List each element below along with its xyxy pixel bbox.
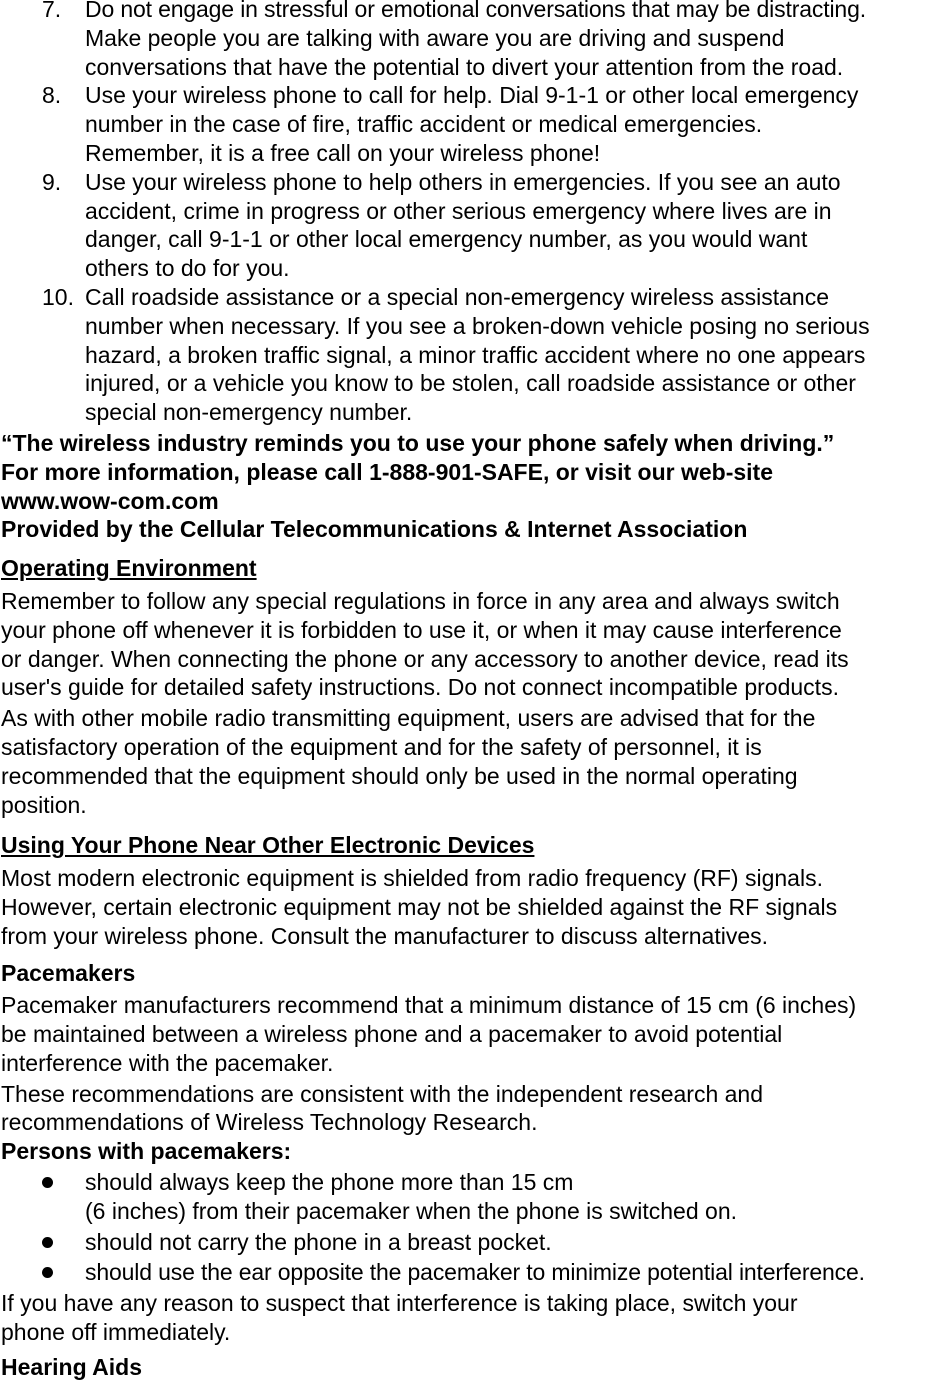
list-line: Do not engage in stressful or emotional conversations that may be distracting. xyxy=(85,0,866,22)
paragraph-line: user's guide for detailed safety instructions. Do not connect incompatible products. xyxy=(1,674,839,701)
list-number: 7. xyxy=(42,0,62,22)
paragraph-line: position. xyxy=(1,791,87,818)
list-line: Remember, it is a free call on your wireless phone! xyxy=(85,139,601,166)
list-line: injured, or a vehicle you know to be stolen, call roadside assistance or other xyxy=(85,370,856,397)
ctia-provided-by: Provided by the Cellular Telecommunications & Internet Association xyxy=(1,516,748,543)
list-line: Call roadside assistance or a special non-emergency wireless assistance xyxy=(85,283,830,310)
bullet-dot-icon xyxy=(42,1237,53,1248)
paragraph xyxy=(1,864,945,950)
paragraph xyxy=(1,991,945,1077)
list-item-10 xyxy=(1,283,945,427)
paragraph-line: However, certain electronic equipment may not be shielded against the RF signals xyxy=(1,893,838,920)
bullet-item xyxy=(1,1168,945,1226)
bullet-line: should use the ear opposite the pacemaker to minimize potential interference. xyxy=(85,1259,865,1286)
ctia-quote: “The wireless industry reminds you to use your phone safely when driving.” xyxy=(1,429,835,456)
bullet-line: should always keep the phone more than 15 cm xyxy=(85,1169,574,1196)
bullet-list xyxy=(1,1168,945,1287)
list-line: number in the case of fire, traffic accident or medical emergencies. xyxy=(85,111,763,138)
paragraph-line: from your wireless phone. Consult the manufacturer to discuss alternatives. xyxy=(1,922,769,949)
paragraph-line: Most modern electronic equipment is shielded from radio frequency (RF) signals. xyxy=(1,865,823,892)
bullet-line: should not carry the phone in a breast pocket. xyxy=(85,1228,552,1255)
subheading-pacemakers: Pacemakers xyxy=(1,959,136,986)
paragraph-line: As with other mobile radio transmitting equipment, users are advised that for the xyxy=(1,705,816,732)
list-line: special non-emergency number. xyxy=(85,399,413,426)
paragraph-line: If you have any reason to suspect that interference is taking place, switch your xyxy=(1,1290,798,1317)
paragraph-line: phone off immediately. xyxy=(1,1319,231,1346)
list-item-8 xyxy=(1,81,945,167)
section-heading-operating-environment: Operating Environment xyxy=(1,555,257,582)
paragraph xyxy=(1,704,945,819)
paragraph-line: These recommendations are consistent with the independent research and xyxy=(1,1080,764,1107)
paragraph-line: Pacemaker manufacturers recommend that a minimum distance of 15 cm (6 inches) xyxy=(1,992,857,1019)
paragraph-line: Remember to follow any special regulations in force in any area and always switch xyxy=(1,587,840,614)
list-line: Use your wireless phone to help others in emergencies. If you see an auto xyxy=(85,168,841,195)
section-heading-electronic-devices: Using Your Phone Near Other Electronic Devices xyxy=(1,832,535,859)
list-number: 8. xyxy=(42,82,62,109)
paragraph-line: your phone off whenever it is forbidden to use it, or when it may cause interference xyxy=(1,616,842,643)
paragraph-line: recommended that the equipment should only be used in the normal operating xyxy=(1,762,798,789)
subheading-persons-with-pacemakers: Persons with pacemakers: xyxy=(1,1138,292,1165)
bullet-line: (6 inches) from their pacemaker when the phone is switched on. xyxy=(85,1197,737,1224)
bullet-dot-icon xyxy=(42,1267,53,1278)
list-line: Make people you are talking with aware you are driving and suspend xyxy=(85,24,785,51)
numbered-list xyxy=(1,0,945,427)
ctia-info-line: For more information, please call 1-888-901-SAFE, or visit our web-site xyxy=(1,458,773,485)
subheading-hearing-aids: Hearing Aids xyxy=(1,1353,143,1380)
paragraph-line: satisfactory operation of the equipment and for the safety of personnel, it is xyxy=(1,733,762,760)
list-number: 10. xyxy=(42,283,74,310)
list-line: conversations that have the potential to divert your attention from the road. xyxy=(85,53,844,80)
list-item-7 xyxy=(1,0,945,81)
paragraph xyxy=(1,1289,945,1347)
list-line: others to do for you. xyxy=(85,255,290,282)
ctia-website: www.wow-com.com xyxy=(1,487,219,514)
paragraph-line: recommendations of Wireless Technology Research. xyxy=(1,1109,538,1136)
paragraph-line: be maintained between a wireless phone and a pacemaker to avoid potential xyxy=(1,1021,783,1048)
list-line: danger, call 9-1-1 or other local emergency number, as you would want xyxy=(85,226,808,253)
paragraph xyxy=(1,587,945,702)
paragraph-line: interference with the pacemaker. xyxy=(1,1049,334,1076)
bullet-item xyxy=(1,1258,945,1287)
bullet-item xyxy=(1,1228,945,1257)
list-line: Use your wireless phone to call for help. Dial 9-1-1 or other local emergency xyxy=(85,82,859,109)
paragraph-line: or danger. When connecting the phone or any accessory to another device, read its xyxy=(1,645,849,672)
list-line: hazard, a broken traffic signal, a minor traffic accident where no one appears xyxy=(85,341,866,368)
list-line: number when necessary. If you see a broken-down vehicle posing no serious xyxy=(85,312,870,339)
ctia-notice xyxy=(1,429,945,544)
list-line: accident, crime in progress or other serious emergency where lives are in xyxy=(85,197,832,224)
bullet-dot-icon xyxy=(42,1177,53,1188)
paragraph xyxy=(1,1080,945,1138)
list-number: 9. xyxy=(42,168,62,195)
list-item-9 xyxy=(1,168,945,283)
